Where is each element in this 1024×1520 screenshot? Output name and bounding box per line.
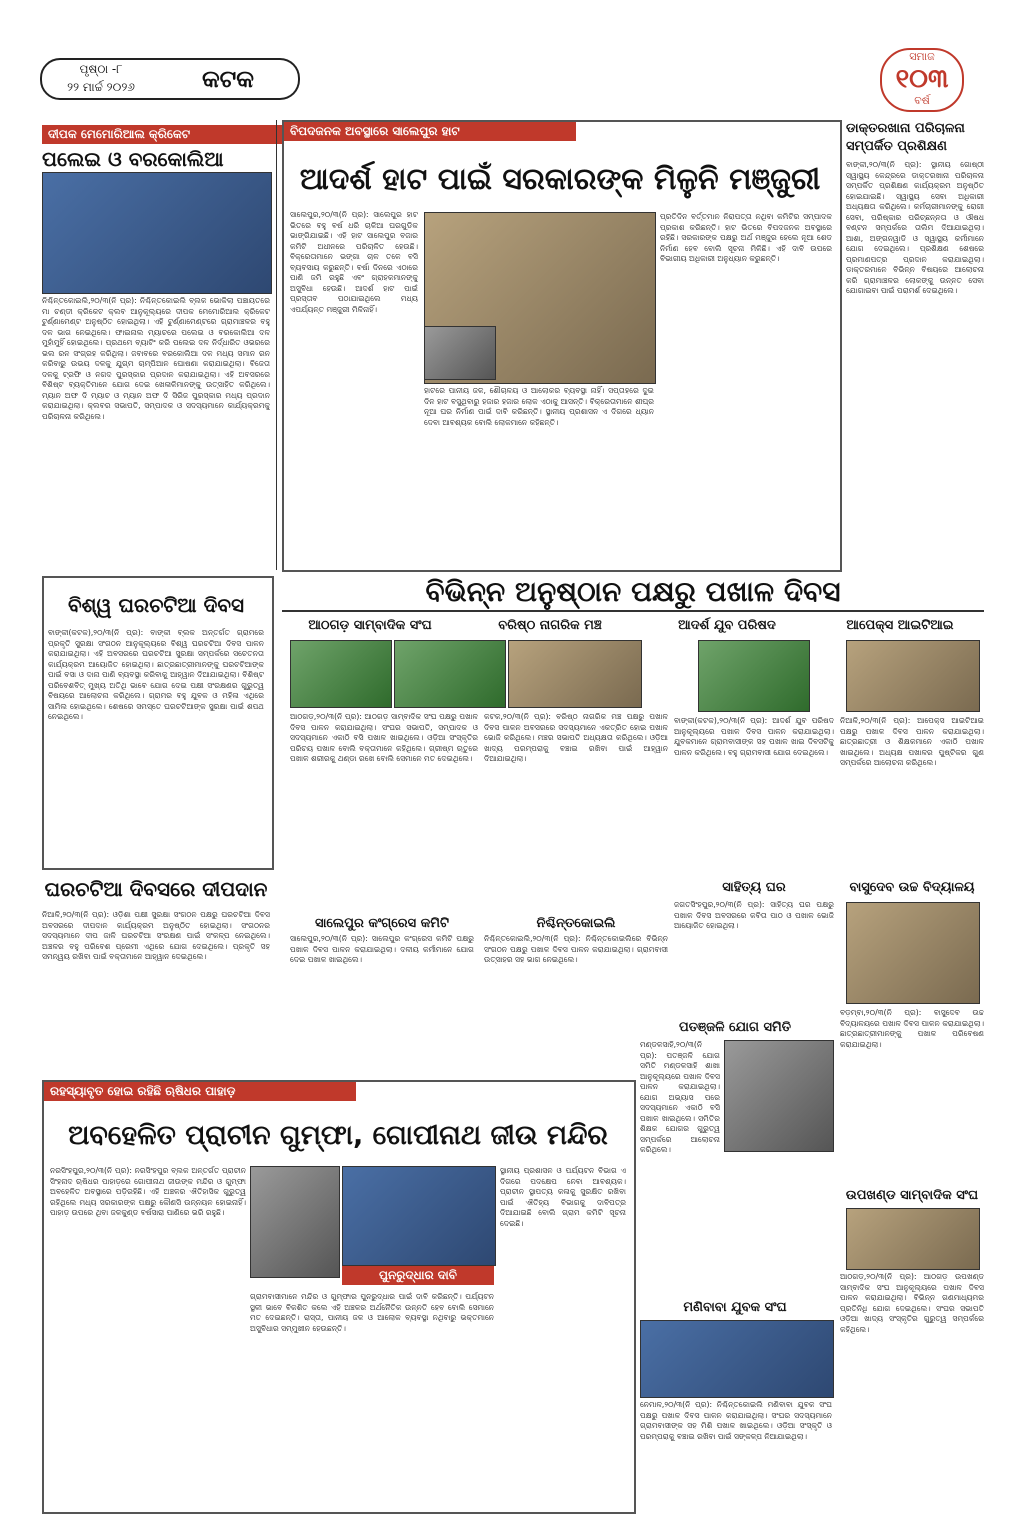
column-divider — [276, 120, 277, 570]
story1-body: ନିଶ୍ଚିନ୍ତକୋଇଲି,୨୦/୩(ନି ପ୍ର): ନିଶ୍ଚିନ୍ତକୋଇଲି ବ୍ଲକ ଭୋକିଲା ପଞ୍ଚାୟତରେ ମା ଚଣ୍ଡୀ କ୍ରିକେଟ କ୍ଲବ ଆନୁକୂଲ୍ୟରେ ଦୀପକ ମେମୋରିଆଲ କ୍ରିକେଟ ଟୁର୍ଣ୍ଣାମେଣ୍ଟ ଅନୁଷ୍ଠିତ ହୋଇଥିଲା। ଏହି ଟୁର୍ଣ୍ଣାମେଣ୍ଟରେ ଗ୍ରାମାଞ୍ଚଳର ବହୁ ଦଳ ଭାଗ ନେଇଥିଲେ। ଫାଇନାଲ ମ୍ୟାଚରେ ପଲେଇ ଓ ବରକୋଲିଆ ଦଳ ମୁହାଁମୁହିଁ ହୋଇଥିଲେ। ପ୍ରଥମେ ବ୍ୟାଟିଂ କରି ପଲେଇ ଦଳ ନିର୍ଦ୍ଧାରିତ ଓଭରରେ ଭଲ ରନ ସଂଗ୍ରହ କରିଥିଲା। ଜବାବରେ ବରକୋଲିଆ ଦଳ ମଧ୍ୟ ସମାନ ରନ କରିବାରୁ ଉଭୟ ଦଳକୁ ଯୁଗ୍ମ ଚାମ୍ପିଆନ ଘୋଷଣା କରାଯାଇଥିଲା। ବିଜେତା ଦଳକୁ ଟ୍ରଫି ଓ ନଗଦ ପୁରସ୍କାର ପ୍ରଦାନ କରାଯାଇଥିଲା। ଏହି ଅବସରରେ ବିଶିଷ୍ଟ ବ୍ୟକ୍ତିମାନେ ଯୋଗ ଦେଇ ଖେଳାଳିମାନଙ୍କୁ ଉତ୍ସାହିତ କରିଥିଲେ। ମ୍ୟାନ ଅଫ ଦି ମ୍ୟାଚ ଓ ମ୍ୟାନ ଅଫ ଦି ସିରିଜ ପୁରସ୍କାର ମଧ୍ୟ ପ୍ରଦାନ କରାଯାଇଥିଲା। କ୍ଲବର ସଭାପତି, ସମ୍ପାଦକ ଓ ସଦସ୍ୟମାନେ କାର୍ଯ୍ୟକ୍ରମକୁ ପରିଚାଳନା କରିଥିଲେ। — [42, 296, 270, 421]
story6-text1: ସାଲେପୁର,୨୦/୩(ନି ପ୍ର): ସାଲେପୁର କଂଗ୍ରେସ କମିଟି ପକ୍ଷରୁ ପଖାଳ ଦିବସ ପାଳନ କରାଯାଇଥିଲା। ଦଳୀୟ କର୍ମୀମାନେ ଯୋଗ ଦେଇ ପଖାଳ ଖାଇଥିଲେ। — [290, 934, 474, 964]
story5-photo3 — [508, 640, 642, 708]
story2-body-col2: ହାଟରେ ପାନୀୟ ଜଳ, ଶୌଚାଳୟ ଓ ଆଲୋକର ବ୍ୟବସ୍ଥା ନାହିଁ। ସପ୍ତାହରେ ଦୁଇ ଦିନ ହାଟ ବସୁଥିବାରୁ ହଜାର ହଜାର ଲୋକ ଏଠାକୁ ଆସନ୍ତି। ବିକ୍ରେତାମାନେ ଶୀଘ୍ର ନୂଆ ଘର ନିର୍ମାଣ ପାଇଁ ଦାବି କରିଛନ୍ତି। ସ୍ଥାନୀୟ ପ୍ରଶାସନ ଏ ଦିଗରେ ଧ୍ୟାନ ଦେବା ଆବଶ୍ୟକ ବୋଲି ଲୋକମାନେ କହିଛନ୍ତି। — [424, 386, 654, 427]
story2-body-col3: ପ୍ରତିଦିନ ବର୍ତ୍ତମାନ ନିରାପତ୍ତା ନଥିବା କମିଟିର ସମ୍ପାଦକ ପ୍ରକାଶ କରିଛନ୍ତି। ହାଟ ଭିତରେ ବିପଦଜନକ ଅବସ୍ଥାରେ ରହିଛି। ସରକାରଙ୍କ ପକ୍ଷରୁ ଅର୍ଥ ମଞ୍ଜୁର ହେଲେ ନୂଆ ଶେଡ ନିର୍ମାଣ ହେବ ବୋଲି ସୂଚନା ମିଳିଛି। ଏହି ଦାବି ଉପରେ ବିଭାଗୀୟ ଅଧିକାରୀ ଅନୁଧ୍ୟାନ କରୁଛନ୍ତି। — [660, 212, 832, 263]
story10-body: ଆଠଗଡ଼,୨୦/୩(ନି ପ୍ର): ଆଠଗଡ଼ ଉପଖଣ୍ଡ ସାମ୍ବାଦିକ ସଂଘ ଆନୁକୂଲ୍ୟରେ ପଖାଳ ଦିବସ ପାଳନ କରାଯାଇଥିଲା। ବିଭିନ୍ନ ଗଣମାଧ୍ୟମର ପ୍ରତିନିଧି ଯୋଗ ଦେଇଥିଲେ। ସଂଘର ସଭାପତି ଓଡ଼ିଆ ଖାଦ୍ୟ ସଂସ୍କୃତିର ଗୁରୁତ୍ୱ ସମ୍ପର୍କରେ କହିଥିଲେ। — [840, 1272, 984, 1334]
story4-headline: ବିଶ୍ୱ ଘରଚଟିଆ ଦିବସ — [67, 593, 245, 617]
story10-photo — [846, 1208, 980, 1270]
story3-headline: ଡାକ୍ତରଖାନା ପରିଚାଳନା ସମ୍ପର୍କିତ ପ୍ରଶିକ୍ଷଣ — [846, 121, 965, 154]
story6-text4: ବଡ଼ମ୍ବା,୨୦/୩(ନି ପ୍ର): ବାସୁଦେବ ଉଚ୍ଚ ବିଦ୍ୟାଳୟରେ ପଖାଳ ଦିବସ ପାଳନ କରାଯାଇଥିଲା। ଛାତ୍ରଛାତ୍ରୀମାନଙ୍କୁ ପଖାଳ ପରିବେଷଣ କରାଯାଇଥିଲା। — [840, 1008, 984, 1049]
story11-body2: ଗ୍ରାମବାସୀମାନେ ମନ୍ଦିର ଓ ଗୁମ୍ଫାର ପୁନରୁଦ୍ଧାର ପାଇଁ ଦାବି କରିଛନ୍ତି। ପର୍ଯ୍ୟଟନ ସ୍ଥଳୀ ଭାବେ ବିକଶିତ କଲେ ଏହି ଅଞ୍ଚଳର ଅର୍ଥନୈତିକ ଉନ୍ନତି ହେବ ବୋଲି ସେମାନେ ମତ ଦେଇଛନ୍ତି। ରାସ୍ତା, ପାନୀୟ ଜଳ ଓ ଆଲୋକ ବ୍ୟବସ୍ଥା ନଥିବାରୁ ଭକ୍ତମାନେ ଅସୁବିଧାର ସମ୍ମୁଖୀନ ହେଉଛନ୍ତି। — [250, 1292, 494, 1333]
story1-headline: ପଲେଇ ଓ ବରକୋଲିଆ — [42, 147, 224, 171]
story4-body: ବାଙ୍କୀ(କଟକ),୨୦/୩(ନି ପ୍ର): ବାଙ୍କୀ ବ୍ଲକ ଅନ୍ତର୍ଗତ ଗ୍ରାମରେ ପ୍ରକୃତି ସୁରକ୍ଷା ସଂଗଠନ ଆନୁକୂଲ୍ୟରେ ବିଶ୍ୱ ଘରଚଟିଆ ଦିବସ ପାଳନ କରାଯାଇଥିଲା। ଏହି ଅବସରରେ ଘରଚଟିଆ ସୁରକ୍ଷା ସମ୍ପର୍କରେ ସଚେତନତା କାର୍ଯ୍ୟକ୍ରମ ଆୟୋଜିତ ହୋଇଥିଲା। ଛାତ୍ରଛାତ୍ରୀମାନଙ୍କୁ ଘରଚଟିଆଙ୍କ ପାଇଁ ବସା ଓ ଦାନା ପାଣି ବ୍ୟବସ୍ଥା କରିବାକୁ ଆହ୍ୱାନ ଦିଆଯାଇଥିଲା। ବିଶିଷ୍ଟ ପରିବେଶବିତ୍ ମୁଖ୍ୟ ଅତିଥି ଭାବେ ଯୋଗ ଦେଇ ପକ୍ଷୀ ସଂରକ୍ଷଣର ଗୁରୁତ୍ୱ ବିଷୟରେ ଆଲୋଚନା କରିଥିଲେ। ଗ୍ରାମର ବହୁ ଯୁବକ ଓ ମହିଳା ଏଥିରେ ସାମିଲ ହୋଇଥିଲେ। ଶେଷରେ ସମସ୍ତେ ଘରଚଟିଆଙ୍କ ସୁରକ୍ଷା ପାଇଁ ଶପଥ ନେଇଥିଲେ। — [48, 628, 264, 721]
story5-text2: କଟକ,୨୦/୩(ନି ପ୍ର): ବରିଷ୍ଠ ନାଗରିକ ମଞ୍ଚ ପକ୍ଷରୁ ପଖାଳ ଦିବସ ପାଳନ ଅବସରରେ ସଦସ୍ୟମାନେ ଏକତ୍ରିତ ହୋଇ ପଖାଳ ଭୋଜି କରିଥିଲେ। ମଞ୍ଚର ସଭାପତି ଅଧ୍ୟକ୍ଷତା କରିଥିଲେ। ଓଡ଼ିଆ ଖାଦ୍ୟ ପରମ୍ପରାକୁ ବଞ୍ଚାଇ ରଖିବା ପାଇଁ ଆହ୍ୱାନ ଦିଆଯାଇଥିଲା। — [484, 712, 668, 763]
logo-number: ୧୦୩ — [895, 64, 949, 94]
story9-body: ନେମାଳ,୨୦/୩(ନି ପ୍ର): ନିଶ୍ଚିନ୍ତକୋଇଲି ମଣିବାବା ଯୁବକ ସଂଘ ପକ୍ଷରୁ ପଖାଳ ଦିବସ ପାଳନ କରାଯାଇଥିଲା। ସଂଘର ସଦସ୍ୟମାନେ ଗ୍ରାମବାସୀଙ୍କ ସହ ମିଶି ପଖାଳ ଖାଇଥିଲେ। ଓଡ଼ିଆ ସଂସ୍କୃତି ଓ ପରମ୍ପରାକୁ ବଞ୍ଚାଇ ରଖିବା ପାଇଁ ସଙ୍କଳ୍ପ ନିଆଯାଇଥିଲା। — [640, 1400, 832, 1441]
story5-sub1: ଆଠଗଡ଼ ସାମ୍ବାଦିକ ସଂଘ — [308, 618, 432, 633]
story5-sub4: ଆପେକ୍ସ ଆଇଟିଆଇ — [846, 618, 954, 633]
story6-sub4: ବାସୁଦେବ ଉଚ୍ଚ ବିଦ୍ୟାଳୟ — [849, 880, 975, 895]
story2-body-col1: ସାଲେପୁର,୨୦/୩(ନି ପ୍ର): ସାଲେପୁର ହାଟ ଭିତରେ ବହୁ ବର୍ଷ ଧରି ଚାଳିଆ ଘରଗୁଡିକ ଭାଙ୍ଗିଯାଇଛି। ଏହି ହାଟ ସାଲେପୁର ବଜାର କମିଟି ଅଧୀନରେ ପରିଚାଳିତ ହେଉଛି। ବିକ୍ରେତାମାନେ ଭଙ୍ଗା ଚାଳ ତଳେ ବସି ବ୍ୟବସାୟ କରୁଛନ୍ତି। ବର୍ଷା ଦିନରେ ଏଠାରେ ପାଣି ଜମି ରହୁଛି ଏବଂ ଗ୍ରାହକମାନଙ୍କୁ ଅସୁବିଧା ହେଉଛି। ଆଦର୍ଶ ହାଟ ପାଇଁ ପ୍ରସ୍ତାବ ପଠାଯାଇଥିଲେ ମଧ୍ୟ ଏପର୍ଯ୍ୟନ୍ତ ମଞ୍ଜୁରୀ ମିଳିନାହିଁ। — [290, 210, 418, 314]
story9-headline: ମଣିବାବା ଯୁବକ ସଂଘ — [683, 1300, 787, 1315]
story6-sub2: ନିଶ୍ଚିନ୍ତକୋଇଲି — [536, 916, 616, 931]
story5-text3: ବାଙ୍କୀ(କଟକ),୨୦/୩(ନି ପ୍ର): ଆଦର୍ଶ ଯୁବ ପରିଷଦ ଆନୁକୂଲ୍ୟରେ ପଖାଳ ଦିବସ ପାଳନ କରାଯାଇଥିଲା। ଯୁବକମାନେ ଗ୍ରାମବାସୀଙ୍କ ସହ ପଖାଳ ଖାଇ ଦିବସଟିକୁ ପାଳନ କରିଥିଲେ। ବହୁ ଗ୍ରାମବାସୀ ଯୋଗ ଦେଇଥିଲେ। — [674, 716, 834, 757]
story5-text4: ନିଆଳି,୨୦/୩(ନି ପ୍ର): ଆପେକ୍ସ ଆଇଟିଆଇ ପକ୍ଷରୁ ପଖାଳ ଦିବସ ପାଳନ କରାଯାଇଥିଲା। ଛାତ୍ରଛାତ୍ରୀ ଓ ଶିକ୍ଷକମାନେ ଏକାଠି ପଖାଳ ଖାଇଥିଲେ। ଅଧ୍ୟକ୍ଷ ପଖାଳର ପୁଷ୍ଟିକର ଗୁଣ ସମ୍ପର୍କରେ ଆଲୋଚନା କରିଥିଲେ। — [840, 716, 984, 767]
story5-headline: ବିଭିନ୍ନ ଅନୁଷ୍ଠାନ ପକ୍ଷରୁ ପଖାଳ ଦିବସ — [282, 574, 984, 612]
story6-text3: ଜଗତସିଂହପୁର,୨୦/୩(ନି ପ୍ର): ସାହିତ୍ୟ ଘର ପକ୍ଷରୁ ପଖାଳ ଦିବସ ଅବସରରେ କବିତା ପାଠ ଓ ପଖାଳ ଭୋଜି ଆୟୋଜିତ ହୋଇଥିଲା। — [674, 900, 834, 930]
story5-text1: ଆଠଗଡ଼,୨୦/୩(ନି ପ୍ର): ଆଠଗଡ଼ ସାମ୍ବାଦିକ ସଂଘ ପକ୍ଷରୁ ପଖାଳ ଦିବସ ପାଳନ କରାଯାଇଥିଲା। ସଂଘର ସଭାପତି, ସମ୍ପାଦକ ଓ ସଦସ୍ୟମାନେ ଏକାଠି ବସି ପଖାଳ ଖାଇଥିଲେ। ଓଡ଼ିଆ ସଂସ୍କୃତିର ପରିଚୟ ପଖାଳ ବୋଲି ବକ୍ତାମାନେ କହିଥିଲେ। ଗ୍ରୀଷ୍ମ ଋତୁରେ ପଖାଳ ଶରୀରକୁ ଥଣ୍ଡା ରଖେ ବୋଲି ସେମାନେ ମତ ଦେଇଥିଲେ। — [290, 712, 478, 763]
story8-body: ମଣ୍ଡଳସାହି,୨୦/୩(ନି ପ୍ର): ପତଞ୍ଜଳି ଯୋଗ ସମିତି ମଣ୍ଡଳସାହି ଶାଖା ଆନୁକୂଲ୍ୟରେ ପଖାଳ ଦିବସ ପାଳନ କରାଯାଇଥିଲା। ଯୋଗ ଅଭ୍ୟାସ ପରେ ସଦସ୍ୟମାନେ ଏକାଠି ବସି ପଖାଳ ଖାଇଥିଲେ। ସମିତିର ଶିକ୍ଷକ ଯୋଗର ଗୁରୁତ୍ୱ ସମ୍ପର୍କରେ ଆଲୋଚନା କରିଥିଲେ। — [640, 1040, 720, 1154]
issue-date: ୨୨ ମାର୍ଚ୍ଚ ୨୦୨୬ — [67, 80, 135, 94]
story5-photo2 — [394, 640, 506, 708]
story10-headline: ଉପଖଣ୍ଡ ସାମ୍ବାଦିକ ସଂଘ — [845, 1188, 979, 1203]
story6-sub1: ସାଲେପୁର କଂଗ୍ରେସ କମିଟି — [314, 916, 449, 931]
story5-sub3: ଆଦର୍ଶ ଯୁବ ପରିଷଦ — [678, 618, 776, 633]
story11-photo-temple — [250, 1166, 340, 1278]
story11-body3: ସ୍ଥାନୀୟ ପ୍ରଶାସନ ଓ ପର୍ଯ୍ୟଟନ ବିଭାଗ ଏ ଦିଗରେ ପଦକ୍ଷେପ ନେବା ଆବଶ୍ୟକ। ପ୍ରାଚୀନ ସ୍ଥାପତ୍ୟ କଳାକୁ ସୁରକ୍ଷିତ ରଖିବା ପାଇଁ ଐତିହ୍ୟ ବିଭାଗକୁ ଦାବିପତ୍ର ଦିଆଯାଇଛି ବୋଲି ଗ୍ରାମ କମିଟି ସୂଚନା ଦେଇଛି। — [500, 1166, 626, 1228]
story6-text2: ନିଶ୍ଚିନ୍ତକୋଇଲି,୨୦/୩(ନି ପ୍ର): ନିଶ୍ଚିନ୍ତକୋଇଲିରେ ବିଭିନ୍ନ ସଂଗଠନ ପକ୍ଷରୁ ପଖାଳ ଦିବସ ପାଳନ କରାଯାଇଥିଲା। ଗ୍ରାମବାସୀ ଉତ୍ସାହର ସହ ଭାଗ ନେଇଥିଲେ। — [484, 934, 668, 964]
masthead — [40, 58, 300, 98]
story5-photo4 — [698, 640, 810, 712]
story3-body: ବାଙ୍କୀ,୨୦/୩(ନି ପ୍ର): ସ୍ଥାନୀୟ ଗୋଷ୍ଠୀ ସ୍ୱାସ୍ଥ୍ୟ କେନ୍ଦ୍ରରେ ଡାକ୍ତରଖାନା ପରିଚାଳନା ସମ୍ପର୍କିତ ପ୍ରଶିକ୍ଷଣ କାର୍ଯ୍ୟକ୍ରମ ଅନୁଷ୍ଠିତ ହୋଇଯାଇଛି। ସ୍ୱାସ୍ଥ୍ୟ ସେବା ଅଧିକାରୀ ଅଧ୍ୟକ୍ଷତା କରିଥିଲେ। କର୍ମଚାରୀମାନଙ୍କୁ ରୋଗୀ ସେବା, ପରିଷ୍କାର ପରିଚ୍ଛନ୍ନତା ଓ ଔଷଧ ବଣ୍ଟନ ସମ୍ପର୍କରେ ତାଲିମ ଦିଆଯାଇଥିଲା। ଆଶା, ଅଙ୍ଗନୱାଡି ଓ ସ୍ୱାସ୍ଥ୍ୟ କର୍ମୀମାନେ ଯୋଗ ଦେଇଥିଲେ। ପ୍ରଶିକ୍ଷଣ ଶେଷରେ ପ୍ରମାଣପତ୍ର ପ୍ରଦାନ କରାଯାଇଥିଲା। ଡାକ୍ତରମାନେ ବିଭିନ୍ନ ବିଷୟରେ ଆଲୋଚନା କରି ଗ୍ରାମାଞ୍ଚଳର ଲୋକଙ୍କୁ ଉନ୍ନତ ସେବା ଯୋଗାଇବା ପାଇଁ ପରାମର୍ଶ ଦେଇଥିଲେ। — [846, 160, 984, 295]
story6-photo4 — [846, 902, 980, 1004]
story8-headline: ପତଞ୍ଜଳି ଯୋଗ ସମିତି — [679, 1020, 791, 1035]
section-city: କଟକ — [158, 58, 300, 100]
story7-headline: ଘରଚଟିଆ ଦିବସରେ ଦୀପଦାନ — [44, 877, 268, 901]
story11-headline: ଅବହେଳିତ ପ୍ରାଚୀନ ଗୁମ୍ଫା, ଗୋପୀନାଥ ଜୀଉ ମନ୍ଦିର — [68, 1120, 608, 1151]
story7-body: ନିଆଳି,୨୦/୩(ନି ପ୍ର): ଓଡ଼ିଶା ପକ୍ଷୀ ସୁରକ୍ଷା ସଂଗଠନ ପକ୍ଷରୁ ଘରଚଟିଆ ଦିବସ ଅବସରରେ ଦୀପଦାନ କାର୍ଯ୍ୟକ୍ରମ ଅନୁଷ୍ଠିତ ହୋଇଥିଲା। ସଂଗଠନର ସଦସ୍ୟମାନେ ଦୀପ ଜାଳି ଘରଚଟିଆ ସଂରକ୍ଷଣ ପାଇଁ ସଂକଳ୍ପ ନେଇଥିଲେ। ଅଞ୍ଚଳର ବହୁ ପରିବେଶ ପ୍ରେମୀ ଏଥିରେ ଯୋଗ ଦେଇଥିଲେ। ପ୍ରକୃତି ସହ ସମନ୍ୱୟ ରଖିବା ପାଇଁ ବକ୍ତାମାନେ ଆହ୍ୱାନ ଦେଇଥିଲେ। — [42, 910, 270, 961]
story11-body1: ନରସିଂହପୁର,୨୦/୩(ନି ପ୍ର): ନରସିଂହପୁର ବ୍ଲକ ଅନ୍ତର୍ଗତ ପ୍ରାଚୀନ ସିଂହନାଦ ଋଷିଧର ପାହାଡ଼ରେ ଗୋପୀନାଥ ଜୀଉଙ୍କ ମନ୍ଦିର ଓ ଗୁମ୍ଫା ଅବହେଳିତ ଅବସ୍ଥାରେ ପଡ଼ିରହିଛି। ଏହି ଅଞ୍ଚଳର ଐତିହାସିକ ଗୁରୁତ୍ୱ ରହିଥିଲେ ମଧ୍ୟ ସରକାରଙ୍କ ପକ୍ଷରୁ କୌଣସି ଉନ୍ନୟନ ହୋଇନାହିଁ। ପାହାଡ଼ ଉପରେ ଥିବା ଜଳକୁଣ୍ଡ ବର୍ଷସାରା ପାଣିରେ ଭରି ରହୁଛି। — [50, 1166, 246, 1217]
story2-headline: ଆଦର୍ଶ ହାଟ ପାଇଁ ସରକାରଙ୍କ ମିଳୁନି ମଞ୍ଜୁରୀ — [299, 162, 821, 197]
story11-photo-pond — [342, 1166, 496, 1266]
story5-photo1 — [290, 640, 392, 708]
story5-sub2: ବରିଷ୍ଠ ନାଗରିକ ମଞ୍ଚ — [498, 618, 602, 633]
story2-photo-inset — [424, 326, 496, 380]
story2-kicker: ବିପଦଜନକ ଅବସ୍ଥାରେ ସାଲେପୁର ହାଟ — [284, 122, 576, 141]
page-number: ପୃଷ୍ଠା -୮ — [79, 62, 123, 76]
logo-top-text: ସମାଜ — [909, 50, 935, 63]
story8-photo — [724, 1040, 834, 1152]
paper-anniversary-logo — [880, 48, 964, 112]
story11-caption: ପୁନରୁଦ୍ଧାର ଦାବି — [342, 1266, 494, 1285]
story9-photo — [640, 1320, 834, 1398]
story1-photo — [42, 172, 272, 294]
logo-sub-text: ବର୍ଷ — [914, 94, 930, 107]
page-date-box — [40, 58, 162, 100]
story6-sub3: ସାହିତ୍ୟ ଘର — [722, 880, 786, 895]
story11-kicker: ରହସ୍ୟାବୃତ ହୋଇ ରହିଛି ଋଷିଧର ପାହାଡ଼ — [44, 1082, 356, 1101]
story1-kicker: ଦୀପକ ମେମୋରିଆଲ କ୍ରିକେଟ — [42, 125, 284, 144]
story5-photo5 — [846, 640, 980, 712]
